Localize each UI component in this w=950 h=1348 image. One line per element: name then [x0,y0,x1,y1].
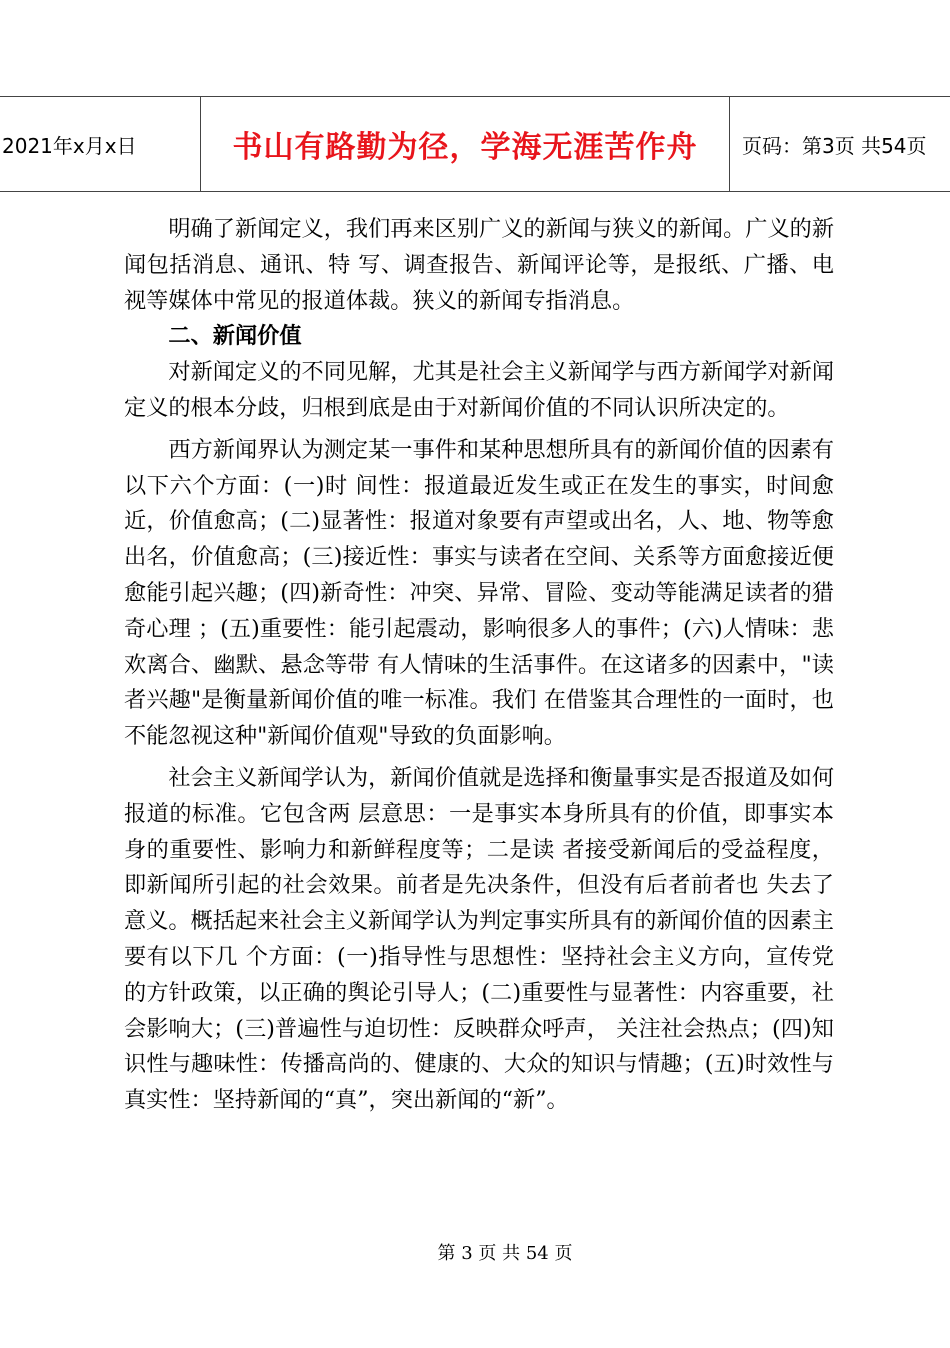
page-footer: 第 3 页 共 54 页 [437,1243,573,1264]
header-page-number: 页码：第3页 共54页 [742,133,927,158]
header-motto: 书山有路勤为径，学海无涯苦作舟 [200,97,730,191]
paragraph-western-news-value: 西方新闻界认为测定某一事件和某种思想所具有的新闻价值的因素有以下六个方面：(一)时 间性：报道最近发生或正在发生的事实，时间愈近，价值愈高；(二)显著性：报道对象要有声望或出名，人、地、物等愈出名，价值愈高；(三)接近性：事实与读者在空间、关系等方面愈接近便愈能引起兴趣；(四)新奇性：冲突、异常、冒险、变动等能满足读者的猎奇心理 ；(五)重要性：能引起震动，影响很多人的事件；(六)人情味：悲欢离合、幽默、悬念等带 有人情味的生活事件。在这诸多的因素中，"读者兴趣"是衡量新闻价值的唯一标准。我们 在借鉴其合理性的一面时，也不能忽视这种"新闻价值观"导致的负面影响。 [124,436,835,750]
paragraph-definition-disagreement: 对新闻定义的不同见解，尤其是社会主义新闻学与西方新闻学对新闻定义的根本分歧，归根到底是由于对新闻价值的不同认识所决定的。 [124,359,835,421]
section-heading-news-value: 二、新闻价值 [168,323,302,350]
paragraph-socialist-news-value: 社会主义新闻学认为，新闻价值就是选择和衡量事实是否报道及如何报道的标准。它包含两 层意思：一是事实本身所具有的价值，即事实本身的重要性、影响力和新鲜程度等；二是读 者接受新闻后的受益程度，即新闻所引起的社会效果。前者是先决条件，但没有后者前者也 失去了意义。概括起来社会主义新闻学认为判定事实所具有的新闻价值的因素主要有以下几 个方面：(一)指导性与思想性：坚持社会主义方向，宣传党的方针政策，以正确的舆论引导人；(二)重要性与显著性：内容重要，社会影响大；(三)普遍性与迫切性：反映群众呼声， 关注社会热点；(四)知识性与趣味性：传播高尚的、健康的、大众的知识与情趣；(五)时效性与真实性：坚持新闻的“真”，突出新闻的“新”。 [124,764,835,1114]
page-header [0,96,950,192]
paragraph-news-definition: 明确了新闻定义，我们再来区别广义的新闻与狭义的新闻。广义的新闻包括消息、通讯、特 写、调查报告、新闻评论等，是报纸、广播、电视等媒体中常见的报道体裁。狭义的新闻专指消息。 [124,216,835,314]
document-body [124,212,834,1119]
header-date: 2021年x月x日 [2,133,137,158]
